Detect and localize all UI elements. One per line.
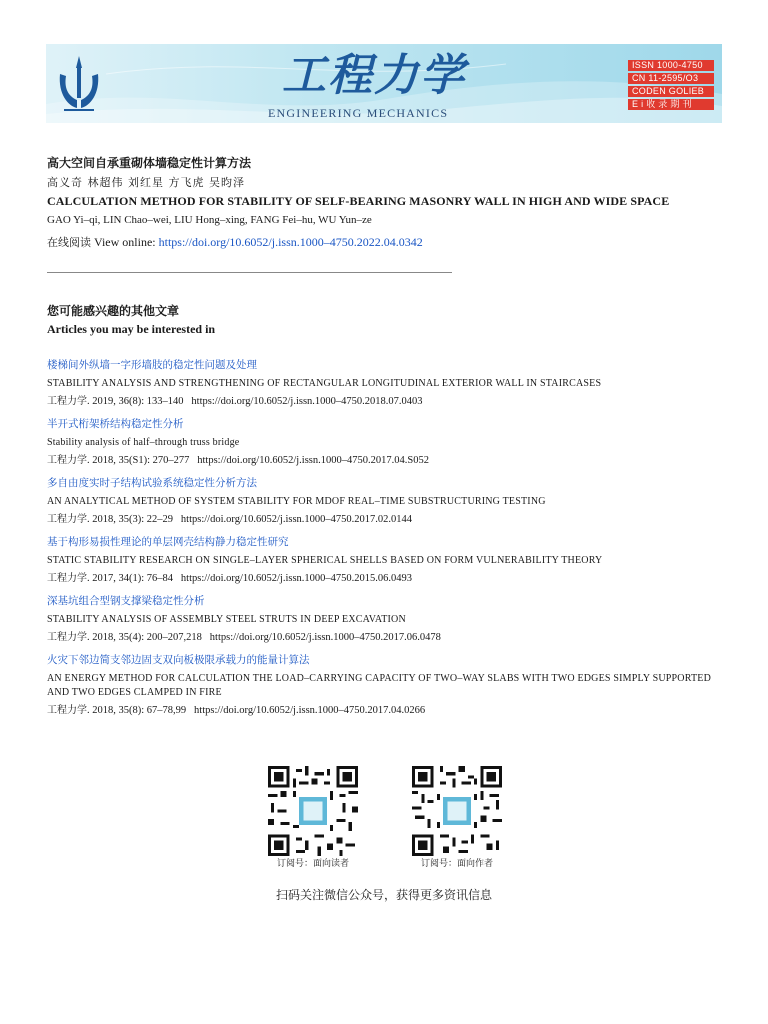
related-section-title-en: Articles you may be interested in xyxy=(47,322,216,336)
related-doi-link[interactable]: https://doi.org/10.6052/j.issn.1000–4750.2018.07.0403 xyxy=(191,396,423,407)
related-article xyxy=(47,476,727,527)
related-title-cn-link[interactable]: 多自由度实时子结构试验系统稳定性分析方法 xyxy=(47,477,257,489)
cn-badge: CN 11-2595/O3 xyxy=(628,73,714,84)
related-title-en: AN ENERGY METHOD FOR CALCULATION THE LOAD–CARRYING CAPACITY OF TWO–WAY SLABS WITH TWO EDGES SIMPLY SUPPORTED AND TWO EDGES CLAMPED IN FIRE xyxy=(47,673,712,698)
related-citation xyxy=(47,454,727,468)
related-article xyxy=(47,535,727,586)
related-title-en: STABILITY ANALYSIS AND STRENGTHENING OF RECTANGULAR LONGITUDINAL EXTERIOR WALL IN STAIRCASES xyxy=(47,378,602,389)
related-cite: . 2017, 34(1): 76–84 xyxy=(87,573,174,584)
related-title-en: STABILITY ANALYSIS OF ASSEMBLY STEEL STRUTS IN DEEP EXCAVATION xyxy=(47,614,406,625)
related-cite: . 2018, 35(S1): 270–277 xyxy=(87,455,190,466)
journal-title-cn: 工程力学 xyxy=(282,50,466,101)
related-citation xyxy=(47,631,727,645)
view-online-label-en: View online: xyxy=(91,235,159,249)
related-title-cn-link[interactable]: 半开式桁架桥结构稳定性分析 xyxy=(47,418,184,430)
coden-badge: CODEN GOLIEB xyxy=(628,86,714,97)
article-authors-cn: 高义奇 林超伟 刘红星 方飞虎 吴昀泽 xyxy=(47,176,245,189)
related-title-en: Stability analysis of half–through truss bridge xyxy=(47,437,240,448)
related-source: 工程力学 xyxy=(47,705,87,716)
divider xyxy=(47,272,452,273)
scan-instruction: 扫码关注微信公众号，获得更多资讯信息 xyxy=(275,888,492,902)
related-doi-link[interactable]: https://doi.org/10.6052/j.issn.1000–4750.2015.06.0493 xyxy=(180,573,413,584)
related-title-en: AN ANALYTICAL METHOD OF SYSTEM STABILITY FOR MDOF REAL–TIME SUBSTRUCTURING TESTING xyxy=(47,496,546,507)
issn-badge: ISSN 1000-4750 xyxy=(628,60,714,71)
related-title-cn-link[interactable]: 楼梯间外纵墙一字形墙肢的稳定性问题及处理 xyxy=(47,359,257,371)
journal-codes xyxy=(628,60,714,112)
reader-qr-code-icon xyxy=(268,766,358,856)
reader-qr-caption: 订阅号：面向读者 xyxy=(276,859,349,869)
related-article xyxy=(47,358,727,409)
related-article xyxy=(47,417,727,468)
related-doi-link[interactable]: https://doi.org/10.6052/j.issn.1000–4750.2017.04.S052 xyxy=(197,455,429,466)
related-source: 工程力学 xyxy=(47,573,87,584)
related-title-cn-link[interactable]: 深基坑组合型钢支撑梁稳定性分析 xyxy=(47,595,205,607)
article-authors-en: GAO Yi–qi, LIN Chao–wei, LIU Hong–xing, FANG Fei–hu, WU Yun–ze xyxy=(47,214,372,226)
related-cite: . 2018, 35(4): 200–207,218 xyxy=(87,632,202,643)
ei-badge: E i 收 录 期 刊 xyxy=(628,99,714,110)
related-title-cn-link[interactable]: 基于构形易损性理论的单层网壳结构静力稳定性研究 xyxy=(47,536,289,548)
related-source: 工程力学 xyxy=(47,396,87,407)
article-title-en: CALCULATION METHOD FOR STABILITY OF SELF-BEARING MASONRY WALL IN HIGH AND WIDE SPACE xyxy=(47,194,670,208)
view-online xyxy=(47,234,423,250)
related-source: 工程力学 xyxy=(47,455,87,466)
related-cite: . 2018, 35(8): 67–78,99 xyxy=(87,705,187,716)
article-title-cn: 高大空间自承重砌体墙稳定性计算方法 xyxy=(47,156,252,170)
related-source: 工程力学 xyxy=(47,632,87,643)
article-doi-link[interactable]: https://doi.org/10.6052/j.issn.1000–4750.2022.04.0342 xyxy=(158,235,423,249)
related-article xyxy=(47,653,727,718)
related-citation xyxy=(47,572,727,586)
related-cite: . 2019, 36(8): 133–140 xyxy=(87,396,184,407)
related-source: 工程力学 xyxy=(47,514,87,525)
journal-banner xyxy=(46,44,722,123)
related-doi-link[interactable]: https://doi.org/10.6052/j.issn.1000–4750.2017.06.0478 xyxy=(209,632,441,643)
related-title-cn-link[interactable]: 火灾下邻边简支邻边固支双向板极限承载力的能量计算法 xyxy=(47,654,310,666)
related-doi-link[interactable]: https://doi.org/10.6052/j.issn.1000–4750.2017.04.0266 xyxy=(194,705,426,716)
related-cite: . 2018, 35(3): 22–29 xyxy=(87,514,174,525)
related-doi-link[interactable]: https://doi.org/10.6052/j.issn.1000–4750.2017.02.0144 xyxy=(180,514,413,525)
related-article xyxy=(47,594,727,645)
author-qr-caption: 订阅号：面向作者 xyxy=(420,859,493,869)
journal-title-en: ENGINEERING MECHANICS xyxy=(268,106,449,120)
journal-logo-icon xyxy=(56,54,102,114)
author-qr-code-icon xyxy=(412,766,502,856)
related-title-en: STATIC STABILITY RESEARCH ON SINGLE–LAYER SPHERICAL SHELLS BASED ON FORM VULNERABILITY THEORY xyxy=(47,555,603,566)
related-citation xyxy=(47,513,727,527)
view-online-label-cn: 在线阅读 xyxy=(47,236,91,249)
related-section-title-cn: 您可能感兴趣的其他文章 xyxy=(47,304,180,318)
related-citation xyxy=(47,395,727,409)
related-citation xyxy=(47,704,727,718)
